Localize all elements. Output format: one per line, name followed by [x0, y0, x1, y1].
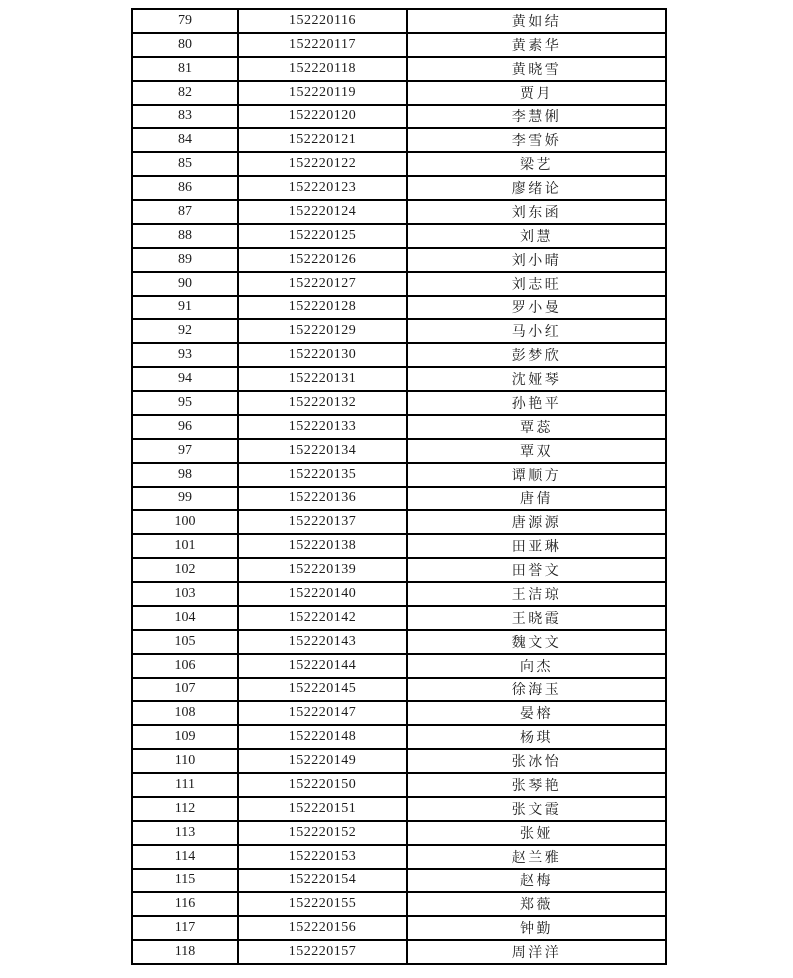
cell-index: 81	[132, 57, 238, 81]
table-row	[132, 296, 666, 320]
cell-index: 83	[132, 105, 238, 129]
cell-student-id: 152220140	[238, 582, 407, 606]
cell-name: 徐海玉	[407, 678, 666, 702]
cell-name: 黄素华	[407, 33, 666, 57]
cell-index: 94	[132, 367, 238, 391]
cell-name: 梁艺	[407, 152, 666, 176]
cell-student-id: 152220119	[238, 81, 407, 105]
cell-index: 82	[132, 81, 238, 105]
cell-index: 109	[132, 725, 238, 749]
cell-name: 贾月	[407, 81, 666, 105]
cell-index: 95	[132, 391, 238, 415]
cell-student-id: 152220121	[238, 128, 407, 152]
cell-name: 覃双	[407, 439, 666, 463]
cell-index: 93	[132, 343, 238, 367]
table-row	[132, 176, 666, 200]
cell-name: 孙艳平	[407, 391, 666, 415]
table-row	[132, 630, 666, 654]
cell-student-id: 152220118	[238, 57, 407, 81]
cell-index: 103	[132, 582, 238, 606]
cell-index: 88	[132, 224, 238, 248]
cell-student-id: 152220123	[238, 176, 407, 200]
cell-index: 87	[132, 200, 238, 224]
cell-student-id: 152220152	[238, 821, 407, 845]
cell-index: 110	[132, 749, 238, 773]
cell-index: 99	[132, 487, 238, 511]
cell-index: 107	[132, 678, 238, 702]
cell-student-id: 152220136	[238, 487, 407, 511]
table-row	[132, 821, 666, 845]
cell-student-id: 152220127	[238, 272, 407, 296]
cell-student-id: 152220150	[238, 773, 407, 797]
table-row	[132, 57, 666, 81]
cell-name: 向杰	[407, 654, 666, 678]
cell-name: 马小红	[407, 319, 666, 343]
table-row	[132, 9, 666, 33]
table-row	[132, 105, 666, 129]
cell-student-id: 152220151	[238, 797, 407, 821]
table-row	[132, 224, 666, 248]
table-row	[132, 81, 666, 105]
cell-student-id: 152220155	[238, 892, 407, 916]
table-row	[132, 128, 666, 152]
cell-student-id: 152220142	[238, 606, 407, 630]
cell-student-id: 152220149	[238, 749, 407, 773]
cell-name: 张文霞	[407, 797, 666, 821]
cell-name: 刘东函	[407, 200, 666, 224]
cell-name: 唐倩	[407, 487, 666, 511]
cell-name: 赵兰雅	[407, 845, 666, 869]
cell-student-id: 152220117	[238, 33, 407, 57]
cell-name: 张娅	[407, 821, 666, 845]
cell-name: 晏榕	[407, 701, 666, 725]
cell-index: 100	[132, 510, 238, 534]
cell-index: 80	[132, 33, 238, 57]
cell-student-id: 152220124	[238, 200, 407, 224]
cell-name: 张琴艳	[407, 773, 666, 797]
cell-name: 黄晓雪	[407, 57, 666, 81]
cell-student-id: 152220143	[238, 630, 407, 654]
table-row	[132, 367, 666, 391]
cell-name: 周洋洋	[407, 940, 666, 964]
cell-student-id: 152220139	[238, 558, 407, 582]
cell-index: 98	[132, 463, 238, 487]
cell-index: 118	[132, 940, 238, 964]
cell-index: 117	[132, 916, 238, 940]
cell-index: 104	[132, 606, 238, 630]
cell-student-id: 152220131	[238, 367, 407, 391]
cell-name: 王晓霞	[407, 606, 666, 630]
table-row	[132, 701, 666, 725]
table-row	[132, 534, 666, 558]
cell-index: 91	[132, 296, 238, 320]
cell-name: 唐源源	[407, 510, 666, 534]
cell-index: 106	[132, 654, 238, 678]
table-row	[132, 892, 666, 916]
table-row	[132, 33, 666, 57]
cell-student-id: 152220116	[238, 9, 407, 33]
cell-index: 102	[132, 558, 238, 582]
cell-name: 黄如结	[407, 9, 666, 33]
cell-student-id: 152220147	[238, 701, 407, 725]
cell-index: 101	[132, 534, 238, 558]
table-row	[132, 940, 666, 964]
cell-index: 96	[132, 415, 238, 439]
table-row	[132, 248, 666, 272]
table-row	[132, 463, 666, 487]
student-table	[131, 8, 667, 965]
cell-name: 彭梦欣	[407, 343, 666, 367]
table-row	[132, 869, 666, 893]
cell-student-id: 152220133	[238, 415, 407, 439]
table-row	[132, 200, 666, 224]
table-row	[132, 415, 666, 439]
cell-name: 赵梅	[407, 869, 666, 893]
cell-student-id: 152220135	[238, 463, 407, 487]
cell-index: 79	[132, 9, 238, 33]
cell-index: 111	[132, 773, 238, 797]
cell-index: 92	[132, 319, 238, 343]
table-row	[132, 725, 666, 749]
cell-student-id: 152220130	[238, 343, 407, 367]
cell-name: 钟勤	[407, 916, 666, 940]
cell-student-id: 152220134	[238, 439, 407, 463]
table-row	[132, 749, 666, 773]
cell-student-id: 152220154	[238, 869, 407, 893]
cell-student-id: 152220125	[238, 224, 407, 248]
cell-name: 刘志旺	[407, 272, 666, 296]
table-row	[132, 487, 666, 511]
table-row	[132, 845, 666, 869]
cell-student-id: 152220156	[238, 916, 407, 940]
table-row	[132, 797, 666, 821]
cell-index: 85	[132, 152, 238, 176]
table-row	[132, 606, 666, 630]
table-row	[132, 654, 666, 678]
table-row	[132, 439, 666, 463]
cell-name: 刘慧	[407, 224, 666, 248]
cell-name: 王洁琼	[407, 582, 666, 606]
cell-name: 廖绪论	[407, 176, 666, 200]
cell-name: 李雪娇	[407, 128, 666, 152]
cell-student-id: 152220129	[238, 319, 407, 343]
cell-student-id: 152220122	[238, 152, 407, 176]
cell-index: 108	[132, 701, 238, 725]
cell-student-id: 152220145	[238, 678, 407, 702]
cell-index: 86	[132, 176, 238, 200]
cell-index: 89	[132, 248, 238, 272]
cell-index: 105	[132, 630, 238, 654]
table-row	[132, 558, 666, 582]
student-table-container	[131, 8, 665, 965]
cell-student-id: 152220132	[238, 391, 407, 415]
cell-name: 沈娅琴	[407, 367, 666, 391]
table-row	[132, 272, 666, 296]
cell-index: 97	[132, 439, 238, 463]
table-row	[132, 343, 666, 367]
cell-student-id: 152220128	[238, 296, 407, 320]
cell-student-id: 152220138	[238, 534, 407, 558]
cell-name: 李慧俐	[407, 105, 666, 129]
cell-name: 张冰怡	[407, 749, 666, 773]
cell-name: 刘小晴	[407, 248, 666, 272]
cell-student-id: 152220153	[238, 845, 407, 869]
cell-name: 罗小曼	[407, 296, 666, 320]
cell-name: 郑薇	[407, 892, 666, 916]
cell-index: 112	[132, 797, 238, 821]
table-row	[132, 391, 666, 415]
cell-name: 田亚琳	[407, 534, 666, 558]
cell-student-id: 152220120	[238, 105, 407, 129]
cell-name: 魏文文	[407, 630, 666, 654]
cell-student-id: 152220157	[238, 940, 407, 964]
table-row	[132, 152, 666, 176]
cell-name: 谭顺方	[407, 463, 666, 487]
cell-name: 覃蕊	[407, 415, 666, 439]
cell-student-id: 152220148	[238, 725, 407, 749]
cell-index: 84	[132, 128, 238, 152]
cell-index: 115	[132, 869, 238, 893]
cell-index: 116	[132, 892, 238, 916]
table-row	[132, 678, 666, 702]
student-table-body	[132, 9, 666, 964]
cell-index: 114	[132, 845, 238, 869]
table-row	[132, 916, 666, 940]
table-row	[132, 582, 666, 606]
table-row	[132, 510, 666, 534]
cell-name: 田誉文	[407, 558, 666, 582]
table-row	[132, 319, 666, 343]
cell-name: 杨琪	[407, 725, 666, 749]
cell-index: 113	[132, 821, 238, 845]
cell-index: 90	[132, 272, 238, 296]
cell-student-id: 152220137	[238, 510, 407, 534]
cell-student-id: 152220126	[238, 248, 407, 272]
cell-student-id: 152220144	[238, 654, 407, 678]
table-row	[132, 773, 666, 797]
